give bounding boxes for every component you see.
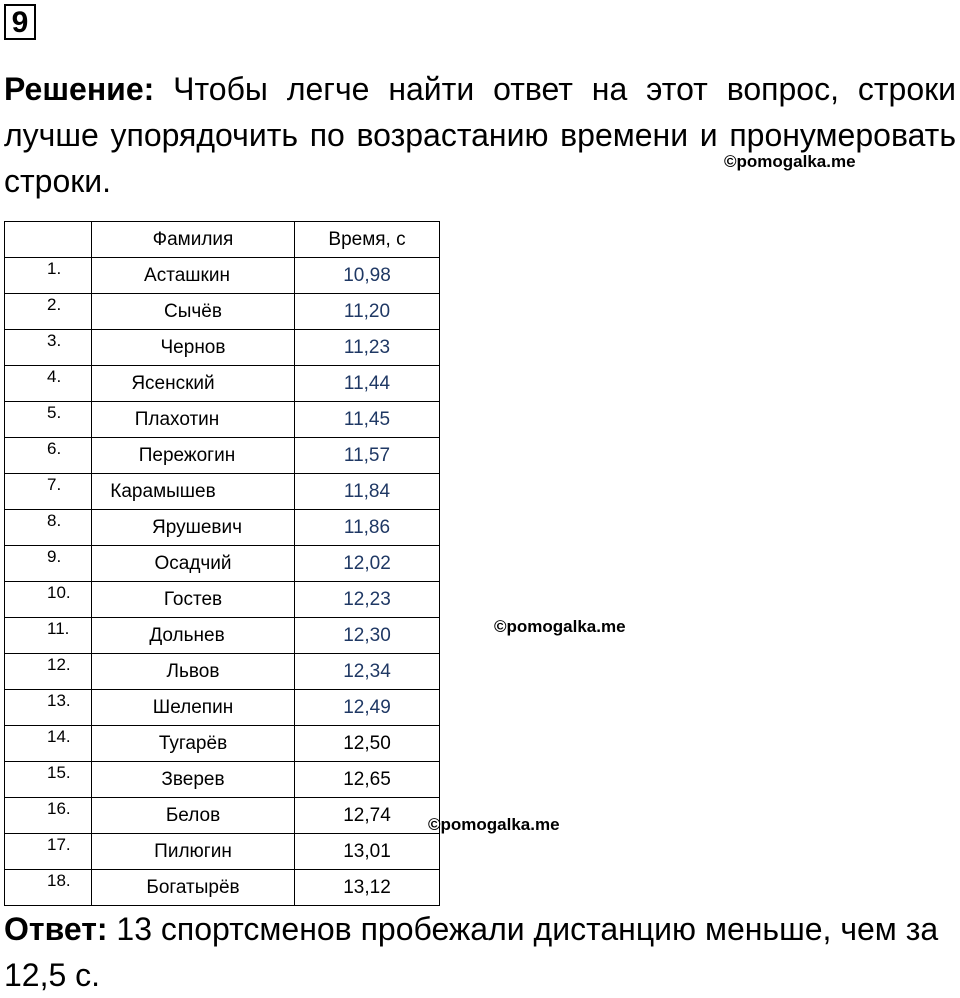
surname: Карамышев bbox=[110, 480, 216, 502]
table-row bbox=[5, 870, 440, 906]
row-number-cell bbox=[5, 582, 92, 618]
surname-cell bbox=[92, 762, 295, 798]
header-surname: Фамилия bbox=[92, 222, 295, 258]
time-cell: 11,57 bbox=[295, 438, 440, 474]
header-number bbox=[5, 222, 92, 258]
row-number: 1. bbox=[47, 259, 62, 278]
table-row bbox=[5, 654, 440, 690]
table-row bbox=[5, 546, 440, 582]
row-number: 6. bbox=[47, 439, 62, 458]
surname: Богатырёв bbox=[146, 876, 240, 898]
watermark: ©pomogalka.me bbox=[724, 152, 856, 171]
table-row bbox=[5, 474, 440, 510]
row-number-cell bbox=[5, 546, 92, 582]
table-row bbox=[5, 510, 440, 546]
surname-cell bbox=[92, 438, 295, 474]
row-number: 16. bbox=[47, 799, 71, 818]
surname-cell bbox=[92, 654, 295, 690]
row-number-cell bbox=[5, 474, 92, 510]
solution-label: Решение: bbox=[4, 71, 155, 107]
row-number-cell bbox=[5, 366, 92, 402]
row-number: 9. bbox=[47, 547, 62, 566]
row-number: 12. bbox=[47, 655, 71, 674]
table-row bbox=[5, 798, 440, 834]
table-row bbox=[5, 762, 440, 798]
table-row bbox=[5, 690, 440, 726]
time-cell: 13,12 bbox=[295, 870, 440, 906]
row-number: 2. bbox=[47, 295, 62, 314]
time-cell: 12,74 bbox=[295, 798, 440, 834]
table-row bbox=[5, 618, 440, 654]
row-number: 17. bbox=[47, 835, 71, 854]
header-time: Время, с bbox=[295, 222, 440, 258]
row-number-cell bbox=[5, 762, 92, 798]
surname: Плахотин bbox=[134, 408, 220, 430]
table-row bbox=[5, 366, 440, 402]
time-cell: 13,01 bbox=[295, 834, 440, 870]
row-number-cell bbox=[5, 798, 92, 834]
surname-cell bbox=[92, 510, 295, 546]
answer-text: 13 спортсменов пробежали дистанцию меньше, чем за 12,5 с. bbox=[4, 911, 939, 993]
time-cell: 11,20 bbox=[295, 294, 440, 330]
surname: Асташкин bbox=[144, 264, 230, 286]
table-body bbox=[5, 258, 440, 906]
time-cell: 12,50 bbox=[295, 726, 440, 762]
time-cell: 11,45 bbox=[295, 402, 440, 438]
time-cell: 10,98 bbox=[295, 258, 440, 294]
row-number: 14. bbox=[47, 727, 71, 746]
time-cell: 12,49 bbox=[295, 690, 440, 726]
task-number: 9 bbox=[4, 4, 36, 40]
surname: Чернов bbox=[160, 336, 226, 358]
surname: Тугарёв bbox=[158, 732, 228, 754]
surname: Белов bbox=[165, 804, 221, 826]
table-row bbox=[5, 726, 440, 762]
row-number-cell bbox=[5, 330, 92, 366]
row-number: 8. bbox=[47, 511, 62, 530]
surname-cell bbox=[92, 474, 295, 510]
table-row bbox=[5, 330, 440, 366]
row-number-cell bbox=[5, 294, 92, 330]
row-number: 13. bbox=[47, 691, 71, 710]
row-number: 11. bbox=[47, 619, 70, 638]
watermark: ©pomogalka.me bbox=[494, 617, 626, 636]
surname-cell bbox=[92, 330, 295, 366]
surname: Ясенский bbox=[131, 372, 215, 394]
row-number-cell bbox=[5, 654, 92, 690]
time-cell: 11,23 bbox=[295, 330, 440, 366]
solution-text: Чтобы легче найти ответ на этот вопрос, строки лучше упорядочить по возрастанию времени и пронумеровать строки. bbox=[4, 71, 957, 199]
surname: Зверев bbox=[161, 768, 225, 790]
surname: Ярушевич bbox=[152, 516, 242, 538]
table-row bbox=[5, 834, 440, 870]
surname: Дольнев bbox=[149, 624, 225, 646]
surname-cell bbox=[92, 870, 295, 906]
time-cell: 12,02 bbox=[295, 546, 440, 582]
table-row bbox=[5, 402, 440, 438]
row-number-cell bbox=[5, 618, 92, 654]
surname: Львов bbox=[166, 660, 220, 682]
table-row bbox=[5, 294, 440, 330]
surname: Пережогин bbox=[138, 444, 236, 466]
surname-cell bbox=[92, 834, 295, 870]
time-cell: 11,44 bbox=[295, 366, 440, 402]
row-number-cell bbox=[5, 870, 92, 906]
row-number: 10. bbox=[47, 583, 71, 602]
row-number: 15. bbox=[47, 763, 71, 782]
row-number-cell bbox=[5, 402, 92, 438]
row-number-cell bbox=[5, 438, 92, 474]
row-number: 3. bbox=[47, 331, 62, 350]
row-number: 4. bbox=[47, 367, 62, 386]
table-row bbox=[5, 438, 440, 474]
answer-label: Ответ: bbox=[4, 911, 108, 947]
time-cell: 12,65 bbox=[295, 762, 440, 798]
time-cell: 12,30 bbox=[295, 618, 440, 654]
table-row bbox=[5, 582, 440, 618]
surname: Сычёв bbox=[164, 300, 222, 322]
surname: Шелепин bbox=[152, 696, 234, 718]
surname-cell bbox=[92, 582, 295, 618]
surname-cell bbox=[92, 798, 295, 834]
solution-paragraph bbox=[4, 66, 956, 204]
table-row bbox=[5, 258, 440, 294]
surname-cell bbox=[92, 258, 295, 294]
row-number: 7. bbox=[47, 475, 62, 494]
surname: Осадчий bbox=[154, 552, 232, 574]
table-header-row bbox=[5, 222, 440, 258]
row-number-cell bbox=[5, 258, 92, 294]
row-number: 18. bbox=[47, 871, 71, 890]
surname-cell bbox=[92, 690, 295, 726]
watermark: ©pomogalka.me bbox=[428, 815, 560, 834]
time-cell: 11,86 bbox=[295, 510, 440, 546]
surname-cell bbox=[92, 294, 295, 330]
surname: Пилюгин bbox=[154, 840, 232, 862]
answer-paragraph bbox=[4, 906, 956, 998]
row-number-cell bbox=[5, 690, 92, 726]
surname-cell bbox=[92, 618, 295, 654]
surname-cell bbox=[92, 366, 295, 402]
row-number-cell bbox=[5, 726, 92, 762]
row-number-cell bbox=[5, 510, 92, 546]
results-table bbox=[4, 221, 440, 906]
surname: Гостев bbox=[163, 588, 223, 610]
time-cell: 12,23 bbox=[295, 582, 440, 618]
row-number: 5. bbox=[47, 403, 62, 422]
surname-cell bbox=[92, 402, 295, 438]
surname-cell bbox=[92, 546, 295, 582]
time-cell: 11,84 bbox=[295, 474, 440, 510]
surname-cell bbox=[92, 726, 295, 762]
row-number-cell bbox=[5, 834, 92, 870]
time-cell: 12,34 bbox=[295, 654, 440, 690]
